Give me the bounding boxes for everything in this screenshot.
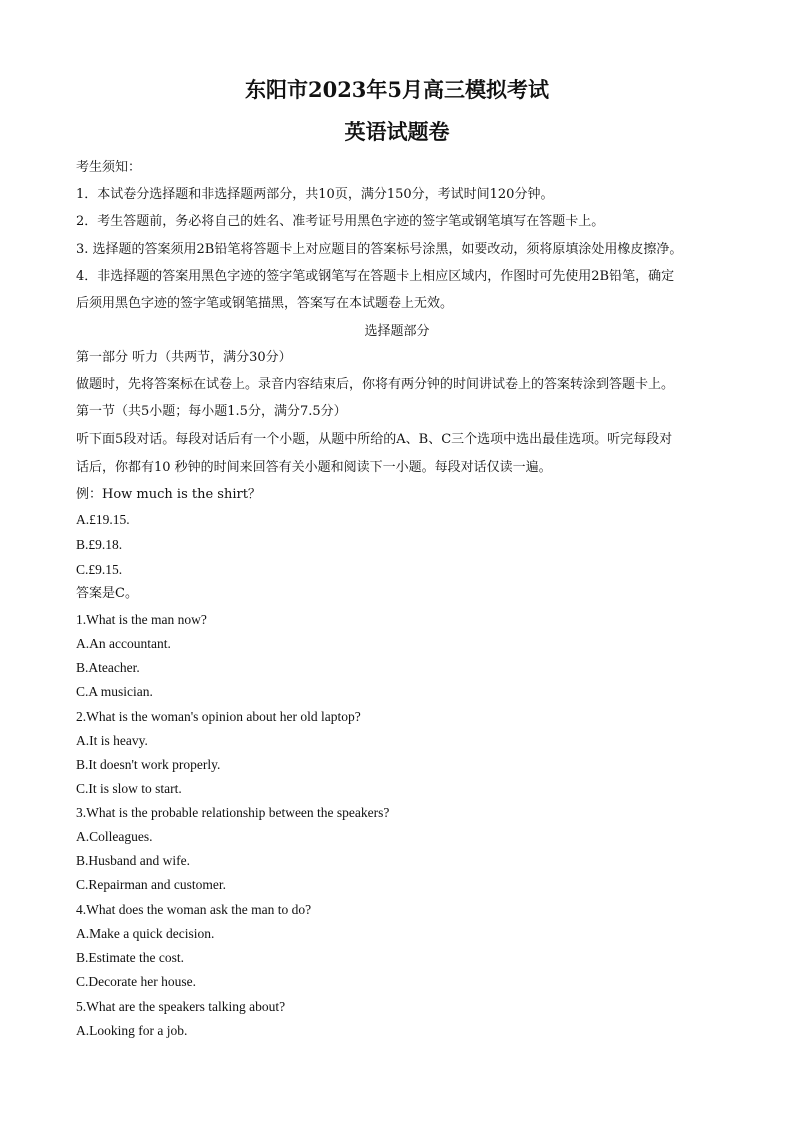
exam-title: 东阳市2023年5月高三模拟考试 xyxy=(244,77,550,102)
question-1-option-b: B.Ateacher. xyxy=(76,660,140,675)
section1-instruction-2: 话后，你都有10 秒钟的时间来回答有关小题和阅读下一小题。每段对话仅读一遍。 xyxy=(76,460,552,475)
part1-heading: 第一部分 听力（共两节，满分30分） xyxy=(76,350,292,365)
question-4-option-c: C.Decorate her house. xyxy=(76,974,196,989)
notice-item-4: 4．非选择题的答案用黑色字迹的签字笔或钢笔写在答题卡上相应区域内，作图时可先使用2B铅笔，确定 xyxy=(76,269,675,284)
question-2-option-a: A.It is heavy. xyxy=(76,733,148,748)
question-4: 4.What does the woman ask the man to do? xyxy=(76,902,312,917)
question-4-option-b: B.Estimate the cost. xyxy=(76,950,184,965)
question-2-option-b: B.It doesn't work properly. xyxy=(76,757,221,772)
example-option-a: A.£19.15. xyxy=(76,512,130,527)
example-answer: 答案是C。 xyxy=(76,586,138,601)
notice-item-3: 3. 选择题的答案须用2B铅笔将答题卡上对应题目的答案标号涂黑，如要改动，须将原填涂处用橡皮擦净。 xyxy=(76,242,683,257)
question-3-option-b: B.Husband and wife. xyxy=(76,853,190,868)
section1-heading: 第一节（共5小题；每小题1.5分，满分7.5分） xyxy=(76,404,347,419)
question-3: 3.What is the probable relationship between the speakers? xyxy=(76,805,390,820)
exam-subtitle: 英语试题卷 xyxy=(344,119,450,144)
question-1-option-a: A.An accountant. xyxy=(76,636,171,651)
question-3-option-a: A.Colleagues. xyxy=(76,829,153,844)
question-2-option-c: C.It is slow to start. xyxy=(76,781,182,796)
question-2: 2.What is the woman's opinion about her old laptop? xyxy=(76,709,361,724)
example-option-c: C.£9.15. xyxy=(76,562,123,577)
example-option-b: B.£9.18. xyxy=(76,537,123,552)
section-title: 选择题部分 xyxy=(364,324,430,339)
example-question: 例：How much is the shirt？ xyxy=(76,487,261,502)
section1-instruction-1: 听下面5段对话。每段对话后有一个小题，从题中所给的A、B、C三个选项中选出最佳选项。听完每段对 xyxy=(76,432,673,447)
notice-item-2: 2．考生答题前，务必将自己的姓名、准考证号用黑色字迹的签字笔或钢笔填写在答题卡上。 xyxy=(76,214,605,229)
part1-instruction: 做题时，先将答案标在试卷上。录音内容结束后，你将有两分钟的时间讲试卷上的答案转涂到答题卡上。 xyxy=(76,377,675,392)
question-4-option-a: A.Make a quick decision. xyxy=(76,926,215,941)
question-3-option-c: C.Repairman and customer. xyxy=(76,877,226,892)
notice-heading: 考生须知： xyxy=(76,160,142,175)
question-1-option-c: C.A musician. xyxy=(76,684,153,699)
question-5: 5.What are the speakers talking about? xyxy=(76,999,286,1014)
notice-item-1: 1．本试卷分选择题和非选择题两部分，共10页，满分150分，考试时间120分钟。 xyxy=(76,187,554,202)
question-1: 1.What is the man now? xyxy=(76,612,207,627)
notice-item-4-cont: 后须用黑色字迹的签字笔或钢笔描黑，答案写在本试题卷上无效。 xyxy=(76,296,454,311)
question-5-option-a: A.Looking for a job. xyxy=(76,1023,188,1038)
